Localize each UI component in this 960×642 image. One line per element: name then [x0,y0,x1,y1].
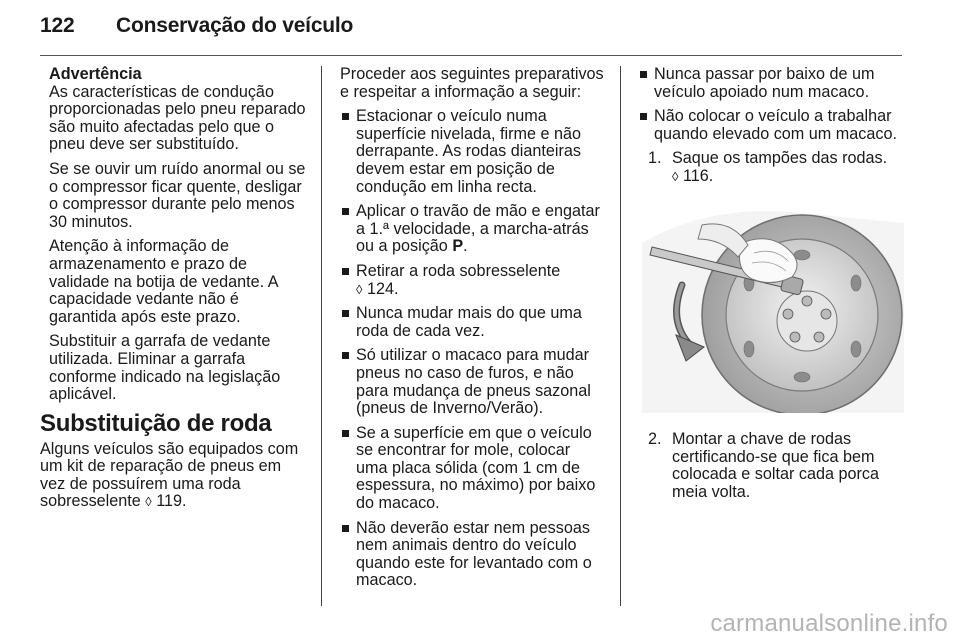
list-item: Nunca passar por baixo de um veículo apoiado num macaco. [638,66,904,101]
list-item-text: Retirar a roda sobresselente [356,261,561,280]
warning-paragraph: Substituir a garrafa de vedante utilizada. Eliminar a garrafa conforme indicado na legislação aplicável. [49,332,281,404]
page-title: Conservação do veículo [116,14,354,37]
column-3 [638,66,904,509]
cross-reference-link[interactable]: 124. [366,279,399,298]
page-number: 122 [40,14,75,37]
gear-position-p: P [452,237,464,256]
list-item: Se a superfície em que o veículo se encontrar for mole, colocar uma placa sólida (com 1 cm de espessura, no máximo) por baixo do macaco. [340,425,606,513]
list-item: Não deverão estar nem pessoas nem animais dentro do veículo quando este for levantado com o macaco. [340,520,606,590]
cross-reference-link[interactable]: 119. [156,492,187,511]
cross-reference-icon: ◊ [356,281,363,297]
step-number: 1. [648,149,662,168]
cross-reference-icon: ◊ [672,168,679,184]
preparations-list [340,108,606,590]
warning-paragraph: Atenção à informação de armazenamento e prazo de validade na botija de vedante. A capacidade vedante não é garantida após este prazo. [49,237,278,326]
list-item: Nunca mudar mais do que uma roda de cada vez. [340,305,606,340]
steps-list [638,150,904,185]
cross-reference-link[interactable]: 116. [682,166,714,185]
section-heading: Substituição de roda [40,409,272,437]
steps-list [638,431,904,501]
list-item [340,203,606,256]
list-item: Estacionar o veículo numa superfície nivelada, firme e não derrapante. As rodas dianteiras devem estar em posição de condução em linha recta. [340,108,606,196]
list-item: Só utilizar o macaco para mudar pneus no caso de furos, e não para mudança de pneus sazonal (pneus de Inverno/Verão). [340,347,606,417]
warning-title: Advertência [49,65,142,83]
step-text: Saque os tampões das rodas. [672,149,888,168]
step-number: 2. [648,430,662,449]
list-item: Não colocar o veículo a trabalhar quando elevado com um macaco. [638,108,904,143]
list-item-text: Aplicar o travão de mão e engatar a 1.ª velocidade, a marcha-atrás ou a posição [356,202,600,256]
safety-list [638,66,904,143]
list-item [340,263,606,298]
column-divider [321,66,322,606]
intro-paragraph [40,441,306,511]
column-1 [40,66,306,518]
page-header [40,14,353,44]
step-item [648,431,904,501]
watermark: carmanualsonline.info [710,610,948,637]
intro-text: Alguns veículos são equipados com um kit de reparação de pneus em vez de possuírem uma roda sobresselente [40,439,299,511]
wheel-wrench-illustration [642,203,904,413]
header-rule [40,55,902,56]
column-2 [340,66,606,597]
warning-box [40,66,306,404]
step-item [648,150,904,185]
warning-paragraph: As características de condução proporcionadas pelo pneu reparado são muito afectadas pelo que o pneu deve ser substituído. [49,82,306,154]
list-item-end: . [463,237,468,256]
cross-reference-icon: ◊ [145,494,152,510]
step-text: Montar a chave de rodas certificando-se que fica bem colocada e soltar cada porca meia volta. [672,430,879,501]
warning-paragraph: Se se ouvir um ruído anormal ou se o compressor ficar quente, desligar o compressor durante pelo menos 30 minutos. [49,159,306,231]
column-divider [620,66,621,606]
preparations-intro: Proceder aos seguintes preparativos e respeitar a informação a seguir: [340,65,604,101]
